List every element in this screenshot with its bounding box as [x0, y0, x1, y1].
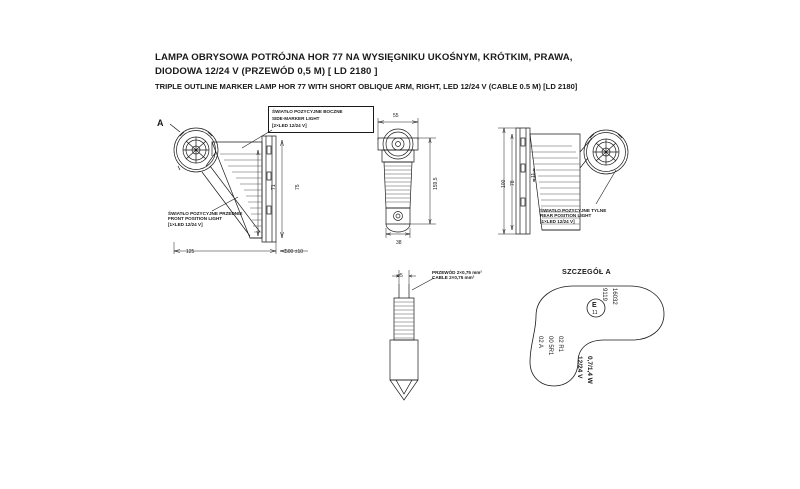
callout-cable	[432, 270, 542, 281]
callout-front-leader	[200, 195, 240, 217]
callout-rear-line3: [1×LED 12/24 V]	[540, 218, 575, 224]
label-e-mark: E	[592, 302, 597, 309]
label-code-1: 02 A	[537, 336, 543, 349]
dim-side-outer-height: 100	[501, 179, 507, 188]
label-approval-1: 9119	[601, 288, 607, 301]
callout-cable-leader	[408, 276, 438, 296]
dim-cable-diameter: ø5	[397, 273, 403, 279]
dim-cable-length: 500 ±10	[285, 249, 304, 255]
top-view-drawing	[360, 112, 470, 242]
dim-height-mid: 71	[271, 184, 277, 190]
callout-side-leader	[236, 128, 276, 156]
callout-side-marker-light	[268, 106, 374, 133]
callout-front-line1: ŚWIATŁO POZYCYJNE PRZEDNIE	[168, 211, 243, 216]
label-approval-2: 16032	[611, 288, 617, 305]
label-power: 0,7/1,4 W	[586, 356, 593, 384]
dim-height-right: 75	[295, 184, 301, 190]
callout-rear-line1: ŚWIATŁO POZYCYJNE TYLNE	[540, 208, 607, 213]
callout-cable-line2: CABLE 2×0,75 mm²	[432, 275, 475, 281]
detail-mark-a: A	[157, 118, 164, 128]
dim-top-width: 55	[393, 113, 399, 119]
detail-a-title: SZCZEGÓŁ A	[562, 267, 612, 276]
dim-bottom-width: 38	[396, 240, 402, 246]
callout-front-line3: [1×LED 12/24 V]	[168, 221, 203, 227]
dim-top-view-height: 159,5	[433, 177, 439, 190]
dim-length-total: 125	[186, 249, 195, 255]
label-voltage: 12/24 V	[576, 356, 583, 379]
title-pl-line1: LAMPA OBRYSOWA POTRÓJNA HOR 77 NA WYSIĘGNIKU UKOŚNYM, KRÓTKIM, PRAWA,	[155, 52, 573, 63]
dim-side-inner-height: 78	[510, 180, 516, 186]
callout-rear-position-light	[540, 208, 656, 224]
title-pl-line2: DIODOWA 12/24 V (PRZEWÓD 0,5 M) [ LD 2180 ]	[155, 66, 378, 77]
label-code-3: 02 R1	[557, 336, 563, 353]
callout-side-line1: ŚWIATŁO POZYCYJNE BOCZNE	[272, 109, 343, 114]
callout-side-line3: [2×LED 12/24 V]	[272, 123, 307, 128]
callout-rear-line2: REAR POSITION LIGHT	[540, 213, 592, 219]
callout-side-line2: SIDE-MARKER LIGHT	[272, 116, 320, 121]
callout-rear-leader	[586, 168, 626, 210]
label-code-2: 00 5R1	[547, 336, 553, 356]
label-e-number: 11	[592, 310, 598, 316]
callout-front-line2: FRONT POSITION LIGHT	[168, 216, 223, 222]
dim-side-small-height: 11	[531, 172, 537, 178]
title-en: TRIPLE OUTLINE MARKER LAMP HOR 77 WITH SHORT OBLIQUE ARM, RIGHT, LED 12/24 V (CABLE 0.5 M) [LD 2180]	[155, 82, 578, 91]
callout-cable-line1: PRZEWÓD 2×0,75 mm²	[432, 270, 482, 275]
